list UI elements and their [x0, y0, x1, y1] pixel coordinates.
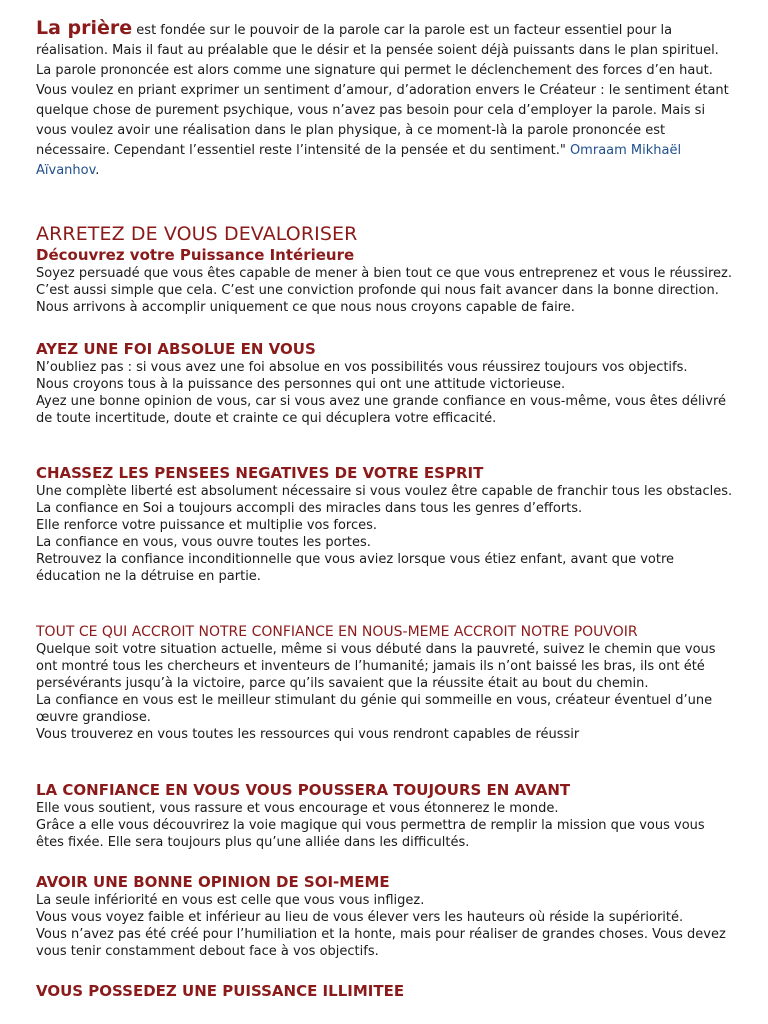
main-section — [36, 223, 736, 316]
main-body — [36, 265, 736, 316]
paragraph-line: Vous vous voyez faible et inférieur au lieu de vous élever vers les hauteurs où réside la supériorité. — [36, 910, 684, 925]
section-body — [36, 800, 736, 851]
paragraph-line: Retrouvez la confiance inconditionnelle que vous aviez lorsque vous étiez enfant, avant que votre éducation ne la détruise en partie. — [36, 552, 675, 584]
section-pensees — [36, 463, 736, 585]
section-heading: AVOIR UNE BONNE OPINION DE SOI-MEME — [36, 873, 390, 891]
paragraph-line: Elle vous soutient, vous rassure et vous encourage et vous étonnerez le monde. — [36, 801, 559, 816]
main-title: ARRETEZ DE VOUS DEVALORISER — [36, 223, 358, 245]
section-body — [36, 359, 736, 427]
section-heading: AYEZ UNE FOI ABSOLUE EN VOUS — [36, 340, 316, 358]
section-body — [36, 483, 736, 585]
section-body — [36, 892, 736, 960]
section-confiance-avant — [36, 780, 736, 851]
paragraph-line: La seule infériorité en vous est celle que vous vous infligez. — [36, 893, 425, 908]
paragraph-line: La confiance en Soi a toujours accompli des miracles dans tous les genres d’efforts. — [36, 501, 583, 516]
section-body — [36, 641, 736, 743]
section-heading: CHASSEZ LES PENSEES NEGATIVES DE VOTRE ESPRIT — [36, 464, 484, 482]
paragraph-line: Nous croyons tous à la puissance des personnes qui ont une attitude victorieuse. — [36, 377, 566, 392]
paragraph-line: Une complète liberté est absolument nécessaire si vous voulez être capable de franchir tous les obstacles. — [36, 484, 733, 499]
paragraph-line: Soyez persuadé que vous êtes capable de mener à bien tout ce que vous entreprenez et vous le réussirez. C’est aussi simple que cela. C’est une conviction profonde qui nous fait avancer dans la bonne direction. Nous arrivons à accomplir uniquement ce que nous nous croyons capable de faire. — [36, 266, 732, 315]
paragraph-line: Vous n’avez pas été créé pour l’humiliation et la honte, mais pour réaliser de grandes choses. Vous devez vous tenir constamment debout face à vos objectifs. — [36, 927, 726, 959]
paragraph-line: Ayez une bonne opinion de vous, car si vous avez une grande confiance en vous-même, vous êtes délivré de toute incertitude, doute et crainte ce qui décuplera votre efficacité. — [36, 394, 727, 426]
paragraph-line: Quelque soit votre situation actuelle, même si vous débuté dans la pauvreté, suivez le chemin que vous ont montré tous les chercheurs et inventeurs de l’humanité; jamais ils n’ont baissé les bras, ils ont été persévérants jusqu’à la victoire, parce qu’ils savaient que la réussite était au bout du chemin. — [36, 642, 716, 691]
paragraph-line: La confiance en vous est le meilleur stimulant du génie qui sommeille en vous, créateur éventuel d’une œuvre grandiose. — [36, 693, 713, 725]
paragraph-line: Elle renforce votre puissance et multiplie vos forces. — [36, 518, 378, 533]
section-heading: VOUS POSSEDEZ UNE PUISSANCE ILLIMITEE — [36, 982, 405, 1000]
main-subtitle: Découvrez votre Puissance Intérieure — [36, 246, 355, 264]
author-link[interactable]: Omraam Mikhaël Aïvanhov — [36, 143, 682, 178]
intro-paragraph — [36, 18, 736, 181]
paragraph-line: La confiance en vous, vous ouvre toutes les portes. — [36, 535, 371, 550]
section-opinion — [36, 872, 736, 960]
intro-text: est fondée sur le pouvoir de la parole car la parole est un facteur essentiel pour la réalisation. Mais il faut au préalable que le désir et la pensée soient déjà puissants dans le plan spirituel. La parole prononcée est alors comme une signature qui permet le déclenchement des forces d’en haut. Vous voulez en priant exprimer un sentiment d’amour, d’adoration envers le Créateur : le sentiment étant quelque chose de purement psychique, vous n’avez pas besoin pour cela d’employer la parole. Mais si vous voulez avoir une réalisation dans le plan physique, à ce moment-là la parole prononcée est nécessaire. Cependant l’essentiel reste l’intensité de la pensée et du sentiment." — [36, 23, 729, 158]
intro-lead: La prière — [36, 17, 133, 39]
section-foi — [36, 339, 736, 427]
intro-end: . — [95, 163, 100, 178]
section-confiance-pouvoir — [36, 623, 736, 743]
paragraph-line: Grâce a elle vous découvrirez la voie magique qui vous permettra de remplir la mission que vous vous êtes fixée. Elle sera toujours plus qu’une alliée dans les difficultés. — [36, 818, 705, 850]
section-heading: LA CONFIANCE EN VOUS VOUS POUSSERA TOUJOURS EN AVANT — [36, 781, 571, 799]
section-puissance — [36, 981, 736, 1001]
paragraph-line: Vous trouverez en vous toutes les ressources qui vous rendront capables de réussir — [36, 727, 580, 742]
paragraph-line: N’oubliez pas : si vous avez une foi absolue en vos possibilités vous réussirez toujours vos objectifs. — [36, 360, 688, 375]
section-heading: TOUT CE QUI ACCROIT NOTRE CONFIANCE EN NOUS-MEME ACCROIT NOTRE POUVOIR — [36, 624, 638, 640]
